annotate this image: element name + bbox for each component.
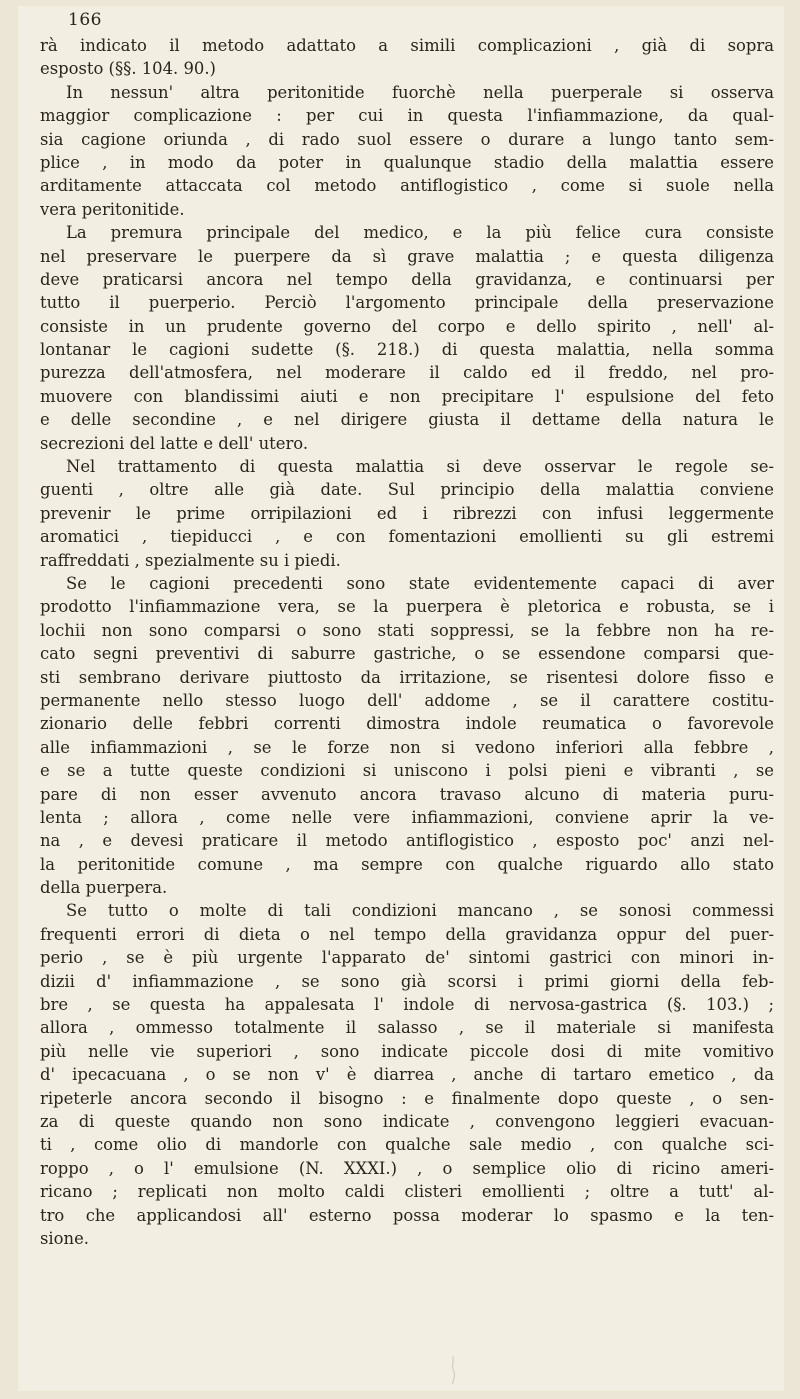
text-line: e se a tutte queste condizioni si uniscono i polsi pieni e vibranti , se — [40, 761, 774, 781]
text-line: prevenir le prime orripilazioni ed i ribrezzi con infusi leggermente — [40, 503, 774, 523]
text-line: lontanar le cagioni sudette (§. 218.) di questa malattia, nella somma — [40, 340, 774, 360]
text-line: roppo , o l' emulsione (N. XXXI.) , o semplice olio di ricino ameri- — [40, 1158, 774, 1178]
text-line: lenta ; allora , come nelle vere infiammazioni, conviene aprir la ve- — [40, 807, 774, 827]
text-line: Se tutto o molte di tali condizioni mancano , se sonosi commessi — [66, 901, 774, 921]
text-line: pare di non esser avvenuto ancora travaso alcuno di materia puru- — [40, 784, 774, 804]
text-line: ripeterle ancora secondo il bisogno : e finalmente dopo queste , o sen- — [40, 1088, 774, 1108]
text-line: sione. — [40, 1228, 89, 1248]
text-line: arditamente attaccata col metodo antiflogistico , come si suole nella — [40, 176, 774, 196]
text-line: alle infiammazioni , se le forze non si vedono inferiori alla febbre , — [40, 737, 774, 757]
text-line: dizii d' infiammazione , se sono già scorsi i primi giorni della feb- — [40, 971, 774, 991]
text-line: ricano ; replicati non molto caldi clisteri emollienti ; oltre a tutt' al- — [40, 1182, 774, 1202]
text-line: sia cagione oriunda , di rado suol essere o durare a lungo tanto sem- — [40, 129, 774, 149]
text-line: allora , ommesso totalmente il salasso , se il materiale si manifesta — [40, 1018, 774, 1038]
text-line: lochii non sono comparsi o sono stati soppressi, se la febbre non ha re- — [40, 620, 774, 640]
paper-mark — [448, 1356, 458, 1384]
text-line: d' ipecacuana , o se non v' è diarrea , anche di tartaro emetico , da — [40, 1065, 774, 1085]
text-line: bre , se questa ha appalesata l' indole di nervosa-gastrica (§. 103.) ; — [40, 995, 774, 1015]
text-line: vera peritonitide. — [40, 199, 185, 219]
text-line: la peritonitide comune , ma sempre con qualche riguardo allo stato — [40, 854, 774, 874]
book-page — [18, 6, 784, 1391]
text-line: muovere con blandissimi aiuti e non precipitare l' espulsione del feto — [40, 386, 774, 406]
text-line: tutto il puerperio. Perciò l'argomento principale della preservazione — [40, 293, 774, 313]
text-line: prodotto l'infiammazione vera, se la puerpera è pletorica e robusta, se i — [40, 597, 774, 617]
text-line: zionario delle febbri correnti dimostra indole reumatica o favorevole — [40, 714, 774, 734]
text-line: na , e devesi praticare il metodo antiflogistico , esposto poc' anzi nel- — [40, 831, 774, 851]
text-line: Nel trattamento di questa malattia si deve osservar le regole se- — [66, 457, 774, 477]
text-line: aromatici , tiepiducci , e con fomentazioni emollienti su gli estremi — [40, 527, 774, 547]
text-line: esposto (§§. 104. 90.) — [40, 59, 216, 79]
text-line: purezza dell'atmosfera, nel moderare il caldo ed il freddo, nel pro- — [40, 363, 774, 383]
text-line: più nelle vie superiori , sono indicate piccole dosi di mite vomitivo — [40, 1041, 774, 1061]
text-line: In nessun' altra peritonitide fuorchè nella puerperale si osserva — [66, 82, 774, 102]
text-line: della puerpera. — [40, 878, 168, 898]
text-line: frequenti errori di dieta o nel tempo della gravidanza oppur del puer- — [40, 924, 774, 944]
page-number: 166 — [68, 10, 102, 30]
text-line: sti sembrano derivare piuttosto da irritazione, se risentesi dolore fisso e — [40, 667, 774, 687]
text-line: deve praticarsi ancora nel tempo della gravidanza, e continuarsi per — [40, 269, 774, 289]
text-line: e delle secondine , e nel dirigere giusta il dettame della natura le — [40, 410, 774, 430]
text-line: plice , in modo da poter in qualunque stadio della malattia essere — [40, 152, 774, 172]
text-line: permanente nello stesso luogo dell' addome , se il carattere costitu- — [40, 690, 774, 710]
text-line: rà indicato il metodo adattato a simili complicazioni , già di sopra — [40, 36, 774, 55]
text-line: nel preservare le puerpere da sì grave malattia ; e questa diligenza — [40, 246, 774, 266]
text-line: La premura principale del medico, e la più felice cura consiste — [66, 223, 774, 243]
text-line: raffreddati , spezialmente su i piedi. — [40, 550, 341, 570]
text-line: guenti , oltre alle già date. Sul principio della malattia conviene — [40, 480, 774, 500]
text-line: perio , se è più urgente l'apparato de' sintomi gastrici con minori in- — [40, 948, 774, 968]
text-line: za di queste quando non sono indicate , convengono leggieri evacuan- — [40, 1111, 774, 1131]
text-line: tro che applicandosi all' esterno possa moderar lo spasmo e la ten- — [40, 1205, 774, 1225]
text-line: ti , come olio di mandorle con qualche sale medio , con qualche sci- — [40, 1135, 774, 1155]
text-line: maggior complicazione : per cui in questa l'infiammazione, da qual- — [40, 106, 774, 126]
text-line: secrezioni del latte e dell' utero. — [40, 433, 309, 453]
body-text — [40, 34, 774, 1250]
text-line: consiste in un prudente governo del corpo e dello spirito , nell' al- — [40, 316, 774, 336]
text-line: cato segni preventivi di saburre gastriche, o se essendone comparsi que- — [40, 644, 774, 664]
text-line: Se le cagioni precedenti sono state evidentemente capaci di aver — [66, 573, 774, 593]
